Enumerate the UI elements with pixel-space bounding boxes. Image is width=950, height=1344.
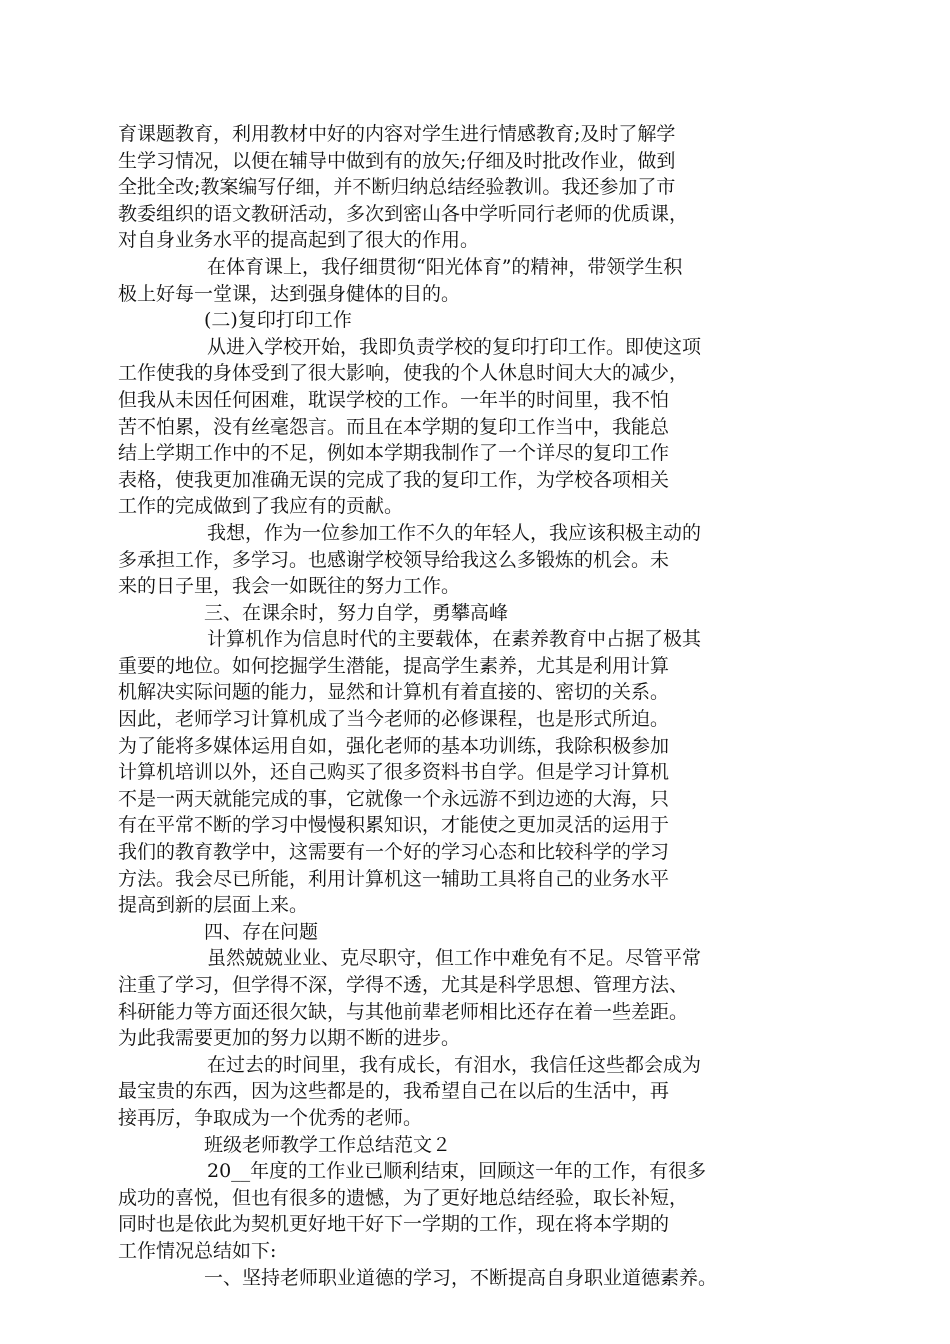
text-line: 工作使我的身体受到了很大影响，使我的个人休息时间大大的减少， [118, 362, 689, 385]
text-line: 计算机培训以外，还自己购买了很多资料书自学。但是学习计算机 [118, 761, 670, 784]
section-heading: 一、坚持老师职业道德的学习，不断提高自身职业道德素养。 [204, 1266, 718, 1289]
section-heading: 三、在课余时，努力自学，勇攀高峰 [204, 601, 509, 624]
paragraph-start-line: 虽然兢兢业业、克尽职守，但工作中难免有不足。尽管平常 [207, 947, 702, 970]
text-line: 同时也是依此为契机更好地干好下一学期的工作，现在将本学期的 [118, 1213, 670, 1236]
text-line: 育课题教育，利用教材中好的内容对学生进行情感教育;及时了解学 [118, 123, 676, 145]
text-line: 但我从未因任何困难，耽误学校的工作。一年半的时间里，我不怕 [118, 388, 670, 411]
text-line: 来的日子里，我会一如既往的努力工作。 [118, 575, 461, 598]
section-heading: (二)复印打印工作 [204, 309, 352, 332]
paragraph-start-line: 我想，作为一位参加工作不久的年轻人，我应该积极主动的 [207, 521, 702, 544]
section-heading: 四、存在问题 [204, 920, 319, 943]
text-line: 我们的教育教学中，这需要有一个好的学习心态和比较科学的学习 [118, 841, 670, 864]
text-line: 成功的喜悦，但也有很多的遗憾，为了更好地总结经验，取长补短， [118, 1186, 689, 1209]
text-line: 教委组织的语文教研活动，多次到密山各中学听同行老师的优质课， [118, 202, 689, 225]
text-line: 最宝贵的东西，因为这些都是的，我希望自己在以后的生活中，再 [118, 1080, 670, 1103]
text-line: 为此我需要更加的努力以期不断的进步。 [118, 1027, 461, 1050]
text-line: 对自身业务水平的提高起到了很大的作用。 [118, 229, 480, 252]
text-line: 有在平常不断的学习中慢慢积累知识，才能使之更加灵活的运用于 [118, 814, 670, 837]
paragraph-start-line: 在过去的时间里，我有成长，有泪水，我信任这些都会成为 [207, 1053, 702, 1076]
text-line: 多承担工作，多学习。也感谢学校领导给我这么多锻炼的机会。未 [118, 548, 670, 571]
text-line: 工作的完成做到了我应有的贡献。 [118, 495, 404, 518]
text-line: 方法。我会尽已所能，利用计算机这一辅助工具将自己的业务水平 [118, 867, 670, 890]
text-line: 接再厉，争取成为一个优秀的老师。 [118, 1106, 423, 1129]
paragraph-start-line: 从进入学校开始，我即负责学校的复印打印工作。即使这项 [207, 335, 702, 358]
text-line: 结上学期工作中的不足，例如本学期我制作了一个详尽的复印工作 [118, 442, 670, 465]
text-line: 不是一两天就能完成的事，它就像一个永远游不到边迹的大海，只 [118, 787, 670, 810]
text-line: 提高到新的层面上来。 [118, 894, 309, 917]
text-line: 全批全改;教案编写仔细，并不断归纳总结经验教训。我还参加了市 [118, 176, 676, 199]
text-line: 表格，使我更加准确无误的完成了我的复印工作，为学校各项相关 [118, 468, 670, 491]
text-line: 工作情况总结如下: [118, 1239, 277, 1262]
text-line: 机解决实际问题的能力，显然和计算机有着直接的、密切的关系。 [118, 681, 670, 704]
text-line: 重要的地位。如何挖掘学生潜能，提高学生素养，尤其是利用计算 [118, 654, 670, 677]
text-line: 注重了学习，但学得不深，学得不透，尤其是科学思想、管理方法、 [118, 974, 689, 996]
text-line: 生学习情况，以便在辅导中做到有的放矢;仔细及时批改作业，做到 [118, 149, 676, 172]
document-body [118, 121, 830, 1291]
paragraph-start-line: 20__年度的工作业已顺利结束，回顾这一年的工作，有很多 [207, 1160, 707, 1183]
document-title: 班级老师教学工作总结范文２ [204, 1133, 452, 1156]
text-line: 因此，老师学习计算机成了当今老师的必修课程，也是形式所迫。 [118, 708, 670, 731]
paragraph-start-line: 在体育课上，我仔细贯彻“阳光体育”的精神，带领学生积 [207, 255, 683, 278]
text-line: 苦不怕累，没有丝毫怨言。而且在本学期的复印工作当中，我能总 [118, 415, 670, 438]
paragraph-start-line: 计算机作为信息时代的主要载体，在素养教育中占据了极其 [207, 628, 702, 651]
text-line: 科研能力等方面还很欠缺，与其他前辈老师相比还存在着一些差距。 [118, 1000, 689, 1023]
text-line: 极上好每一堂课，达到强身健体的目的。 [118, 282, 461, 305]
text-line: 为了能将多媒体运用自如，强化老师的基本功训练，我除积极参加 [118, 734, 670, 757]
